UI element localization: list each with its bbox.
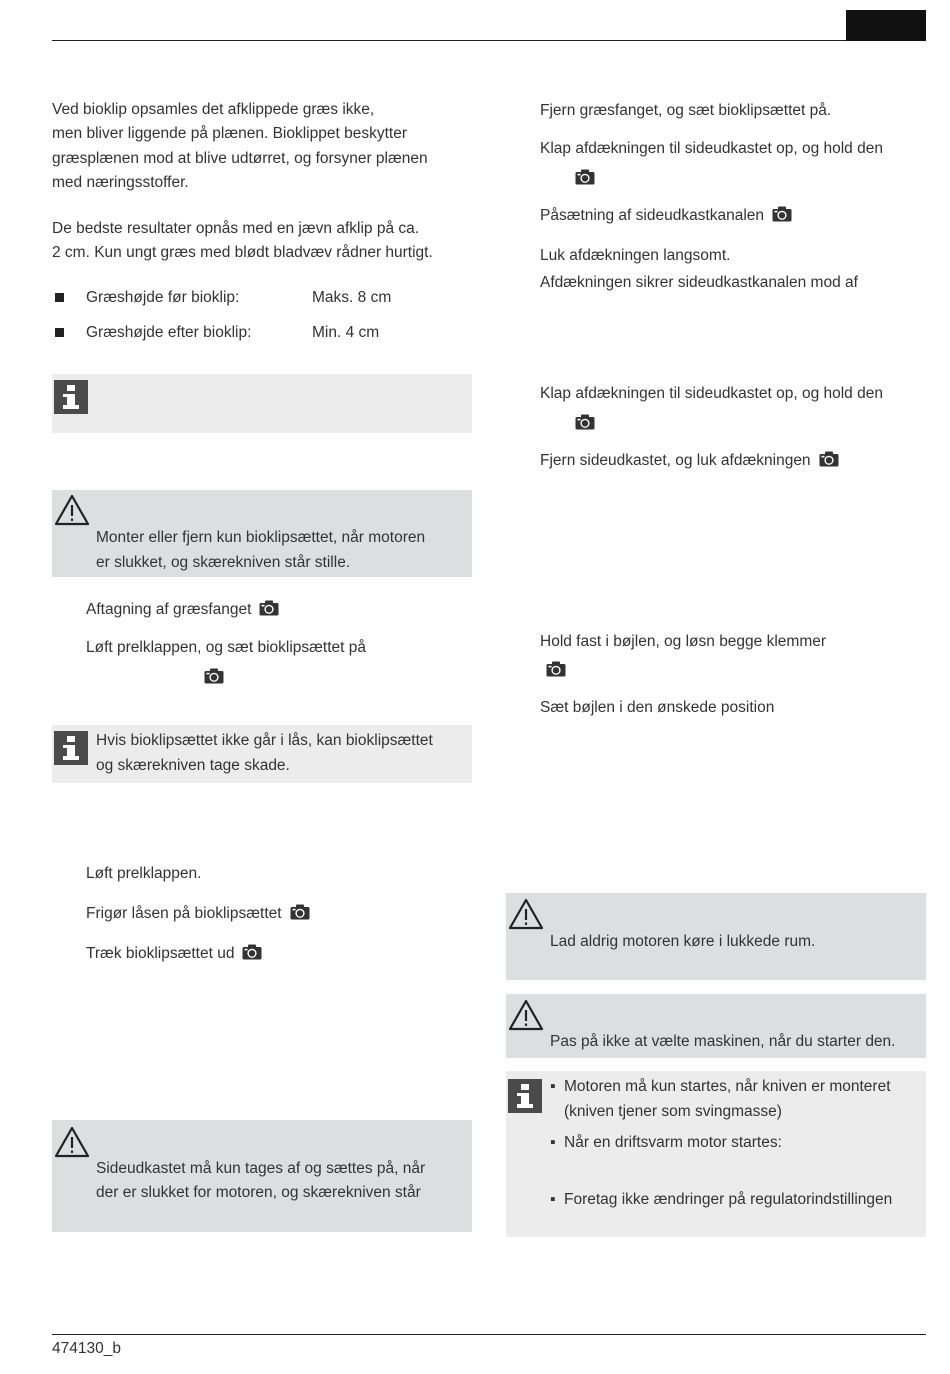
info-box (52, 374, 472, 433)
info-text: og skærekniven tage skade. (96, 757, 290, 774)
step-item: Klap afdækningen til sideudkastet op, og hold den (540, 385, 883, 402)
step-item: Fjern sideudkastet, og luk afdækningen (540, 449, 839, 474)
step-item: Træk bioklipsættet ud (86, 942, 262, 967)
warning-icon (54, 494, 90, 526)
camera-icon (546, 661, 566, 677)
camera-icon (772, 206, 792, 222)
info-text: Foretag ikke ændringer på regulatorindstillingen (564, 1191, 893, 1208)
bullet-square-icon (55, 293, 64, 302)
step-item: Løft prelklappen. (86, 865, 202, 882)
warning-icon (54, 1126, 90, 1158)
warning-text: Pas på ikke at vælte maskinen, når du starter den. (550, 1033, 896, 1050)
step-item: Fjern græsfanget, og sæt bioklipsættet på. (540, 102, 832, 119)
bullet-icon: ▪ (550, 1191, 556, 1208)
spec-label: Græshøjde efter bioklip: (86, 324, 252, 341)
step-item: Påsætning af sideudkastkanalen (540, 204, 792, 229)
warning-icon (508, 898, 544, 930)
warning-box (52, 490, 472, 577)
results-line: 2 cm. Kun ungt græs med blødt bladvæv rådner hurtigt. (52, 244, 433, 261)
step-item: Hold fast i bøjlen, og løsn begge klemmer (540, 633, 827, 650)
camera-icon (204, 668, 224, 684)
step-item: Afdækningen sikrer sideudkastkanalen mod af (540, 274, 858, 291)
camera-icon (575, 414, 595, 430)
warning-text: Lad aldrig motoren køre i lukkede rum. (550, 933, 816, 950)
warning-text: Sideudkastet må kun tages af og sættes på, når (96, 1160, 426, 1177)
intro-line: men bliver liggende på plænen. Bioklippet beskytter (52, 125, 407, 142)
header-tab (846, 10, 926, 41)
spec-value: Min. 4 cm (312, 324, 380, 341)
footer-rule (52, 1334, 926, 1335)
info-text: Motoren må kun startes, når kniven er monteret (564, 1078, 891, 1095)
info-text: Når en driftsvarm motor startes: (564, 1134, 782, 1151)
step-item: Sæt bøjlen i den ønskede position (540, 699, 775, 716)
warning-box (52, 1120, 472, 1232)
warning-icon (508, 999, 544, 1031)
warning-box (506, 994, 926, 1058)
info-text: Hvis bioklipsættet ikke går i lås, kan bioklipsættet (96, 732, 433, 749)
info-text: (kniven tjener som svingmasse) (564, 1103, 782, 1120)
results-line: De bedste resultater opnås med en jævn afklip på ca. (52, 220, 420, 237)
info-icon (54, 380, 88, 414)
camera-icon (242, 944, 262, 960)
intro-line: med næringsstoffer. (52, 174, 189, 191)
camera-icon (259, 600, 279, 616)
info-icon (508, 1079, 542, 1113)
header-rule (52, 40, 926, 41)
warning-text: er slukket, og skærekniven står stille. (96, 554, 351, 571)
camera-icon (575, 169, 595, 185)
spec-value: Maks. 8 cm (312, 289, 392, 306)
info-icon (54, 731, 88, 765)
intro-line: Ved bioklip opsamles det afklippede græs ikke, (52, 101, 375, 118)
step-item: Aftagning af græsfanget (86, 598, 279, 623)
step-item: Luk afdækningen langsomt. (540, 247, 731, 264)
camera-icon (819, 451, 839, 467)
intro-line: græsplænen mod at blive udtørret, og forsyner plænen (52, 150, 428, 167)
step-item: Klap afdækningen til sideudkastet op, og hold den (540, 140, 883, 157)
info-box (52, 725, 472, 783)
info-box (506, 1071, 926, 1237)
spec-label: Græshøjde før bioklip: (86, 289, 240, 306)
step-item: Løft prelklappen, og sæt bioklipsættet på (86, 639, 367, 656)
bullet-square-icon (55, 328, 64, 337)
warning-text: der er slukket for motoren, og skærekniven står (96, 1184, 421, 1201)
warning-box (506, 893, 926, 980)
bullet-icon: ▪ (550, 1078, 556, 1095)
step-item: Frigør låsen på bioklipsættet (86, 902, 310, 927)
warning-text: Monter eller fjern kun bioklipsættet, når motoren (96, 529, 426, 546)
bullet-icon: ▪ (550, 1134, 556, 1151)
camera-icon (290, 904, 310, 920)
document-number: 474130_b (52, 1340, 121, 1357)
